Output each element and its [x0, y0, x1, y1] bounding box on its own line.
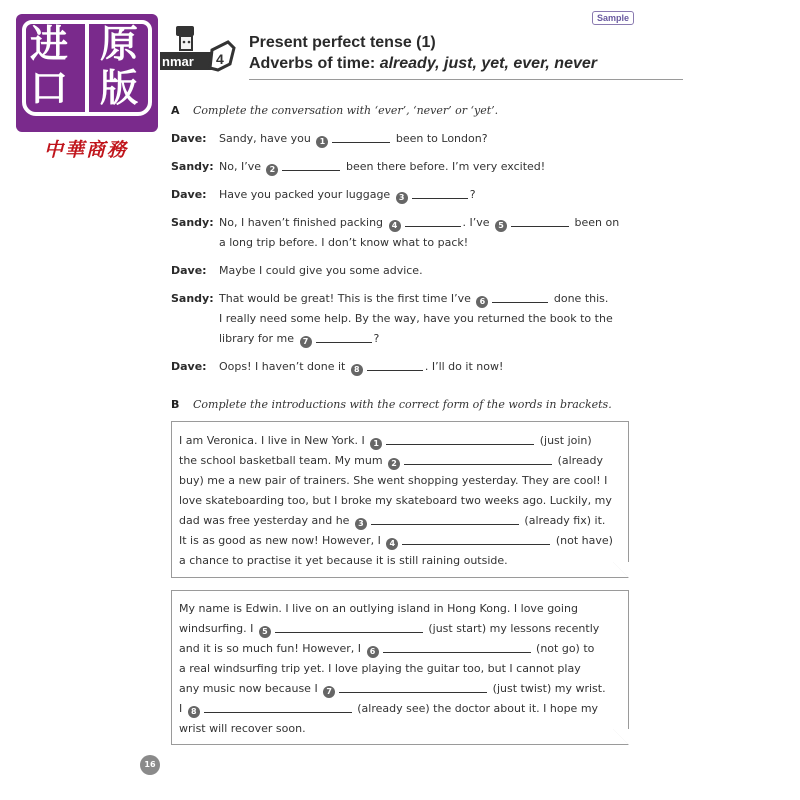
question-number-badge: 3	[355, 518, 367, 530]
answer-blank[interactable]	[204, 702, 352, 713]
book-spine	[85, 24, 89, 112]
text-segment: (just twist) my wrist.	[489, 682, 606, 695]
question-number-badge: 4	[389, 220, 401, 232]
text-segment: (not go) to	[532, 642, 595, 655]
question-number-badge: 5	[495, 220, 507, 232]
text-segment: (already see) the doctor about it. I hope my	[353, 702, 599, 715]
answer-blank[interactable]	[405, 216, 461, 227]
badge-number: 4	[216, 51, 224, 67]
answer-blank[interactable]	[492, 292, 548, 303]
page-number: 16	[140, 755, 160, 775]
logo-char: 版	[100, 65, 139, 110]
text-line	[179, 434, 592, 450]
question-number-badge: 7	[323, 686, 335, 698]
text-line	[219, 312, 613, 326]
text-segment: done this.	[550, 292, 609, 305]
text-line	[179, 514, 605, 530]
text-line	[179, 702, 598, 718]
question-number-badge: 6	[476, 296, 488, 308]
text-segment: a chance to practise it yet because it is still raining outside.	[179, 554, 508, 567]
text-line	[179, 454, 603, 470]
speaker-label: Sandy:	[171, 216, 214, 229]
text-segment: any music now because I	[179, 682, 322, 695]
question-number-badge: 1	[370, 438, 382, 450]
text-segment: dad was free yesterday and he	[179, 514, 353, 527]
answer-blank[interactable]	[371, 514, 519, 525]
logo-char: 原	[100, 21, 139, 66]
text-line	[219, 216, 619, 232]
question-number-badge: 2	[266, 164, 278, 176]
question-number-badge: 4	[386, 538, 398, 550]
logo-char: 进	[30, 21, 69, 66]
text-segment: Have you packed your luggage	[219, 188, 394, 201]
subtitle-prefix: Adverbs of time:	[249, 55, 380, 72]
question-number-badge: 8	[351, 364, 363, 376]
speaker-label: Sandy:	[171, 160, 214, 173]
text-line	[219, 264, 423, 278]
text-segment: wrist will recover soon.	[179, 722, 306, 735]
page-curl	[613, 729, 629, 745]
text-segment: been to London?	[392, 132, 488, 145]
speaker-label: Dave:	[171, 264, 207, 277]
answer-blank[interactable]	[367, 360, 423, 371]
text-segment: ?	[373, 332, 380, 345]
text-line	[219, 332, 379, 348]
text-segment: windsurfing. I	[179, 622, 257, 635]
answer-blank[interactable]	[316, 332, 372, 343]
question-number-badge: 3	[396, 192, 408, 204]
text-segment: (already fix) it.	[520, 514, 606, 527]
text-segment: My name is Edwin. I live on an outlying island in Hong Kong. I love going	[179, 602, 578, 615]
page-subtitle	[249, 55, 597, 73]
page-title: Present perfect tense (1)	[249, 34, 436, 51]
page-curl	[613, 562, 629, 578]
text-line	[179, 602, 578, 616]
text-segment: That would be great! This is the first time I’ve	[219, 292, 475, 305]
text-segment: Oops! I haven’t done it	[219, 360, 349, 373]
text-segment: the school basketball team. My mum	[179, 454, 387, 467]
answer-blank[interactable]	[511, 216, 569, 227]
answer-blank[interactable]	[402, 534, 550, 545]
text-segment: buy) me a new pair of trainers. She went shopping yesterday. They are cool! I	[179, 474, 608, 487]
text-segment: love skateboarding too, but I broke my skateboard two weeks ago. Luckily, my	[179, 494, 612, 507]
badge-text: nmar	[162, 54, 194, 69]
text-line	[219, 132, 488, 148]
text-segment: . I’ve	[462, 216, 494, 229]
text-segment: a long trip before. I don’t know what to pack!	[219, 236, 469, 249]
text-segment: I really need some help. By the way, have you returned the book to the	[219, 312, 613, 325]
answer-blank[interactable]	[404, 454, 552, 465]
grammar-mascot-badge	[160, 24, 240, 84]
answer-blank[interactable]	[332, 132, 390, 143]
section-a-instruction: Complete the conversation with ‘ever’, ‘never’ or ‘yet’.	[193, 104, 499, 117]
speaker-label: Sandy:	[171, 292, 214, 305]
text-segment: Maybe I could give you some advice.	[219, 264, 423, 277]
text-segment: I am Veronica. I live in New York. I	[179, 434, 369, 447]
text-line	[219, 160, 545, 176]
answer-blank[interactable]	[339, 682, 487, 693]
text-segment: and it is so much fun! However, I	[179, 642, 365, 655]
text-line	[219, 188, 476, 204]
text-line	[179, 554, 508, 568]
text-segment: (already	[554, 454, 603, 467]
title-divider	[249, 79, 683, 80]
sample-label: Sample	[592, 11, 634, 25]
publisher-logo	[16, 14, 158, 132]
text-segment: I	[179, 702, 186, 715]
section-b-letter: B	[171, 398, 180, 411]
logo-char: 口	[30, 65, 69, 110]
section-b-instruction: Complete the introductions with the correct form of the words in brackets.	[193, 398, 612, 411]
text-segment: library for me	[219, 332, 298, 345]
text-line	[179, 662, 581, 676]
question-number-badge: 8	[188, 706, 200, 718]
question-number-badge: 2	[388, 458, 400, 470]
text-line	[179, 534, 613, 550]
text-line	[219, 292, 608, 308]
answer-blank[interactable]	[386, 434, 534, 445]
text-segment: No, I’ve	[219, 160, 265, 173]
text-line	[179, 722, 306, 736]
text-segment: (just start) my lessons recently	[424, 622, 600, 635]
answer-blank[interactable]	[383, 642, 531, 653]
text-segment: It is as good as new now! However, I	[179, 534, 385, 547]
text-segment: Sandy, have you	[219, 132, 315, 145]
text-line	[219, 236, 468, 250]
question-number-badge: 5	[259, 626, 271, 638]
text-segment: (not have)	[552, 534, 613, 547]
speaker-label: Dave:	[171, 188, 207, 201]
text-segment: ?	[469, 188, 476, 201]
answer-blank[interactable]	[275, 622, 423, 633]
text-line	[179, 642, 594, 658]
subtitle-italic: already, just, yet, ever, never	[379, 55, 597, 72]
text-segment: a real windsurfing trip yet. I love playing the guitar too, but I cannot play	[179, 662, 581, 675]
text-line	[179, 494, 612, 508]
text-segment: . I’ll do it now!	[424, 360, 504, 373]
text-line	[179, 622, 599, 638]
question-number-badge: 6	[367, 646, 379, 658]
speaker-label: Dave:	[171, 360, 207, 373]
text-segment: been there before. I’m very excited!	[342, 160, 546, 173]
text-segment: No, I haven’t finished packing	[219, 216, 387, 229]
section-a-letter: A	[171, 104, 180, 117]
question-number-badge: 1	[316, 136, 328, 148]
text-line	[179, 474, 607, 488]
speaker-label: Dave:	[171, 132, 207, 145]
answer-blank[interactable]	[282, 160, 340, 171]
text-line	[219, 360, 503, 376]
publisher-name: 中華商務	[44, 139, 129, 161]
text-segment: been on	[571, 216, 620, 229]
question-number-badge: 7	[300, 336, 312, 348]
text-line	[179, 682, 606, 698]
text-segment: (just join)	[536, 434, 592, 447]
answer-blank[interactable]	[412, 188, 468, 199]
